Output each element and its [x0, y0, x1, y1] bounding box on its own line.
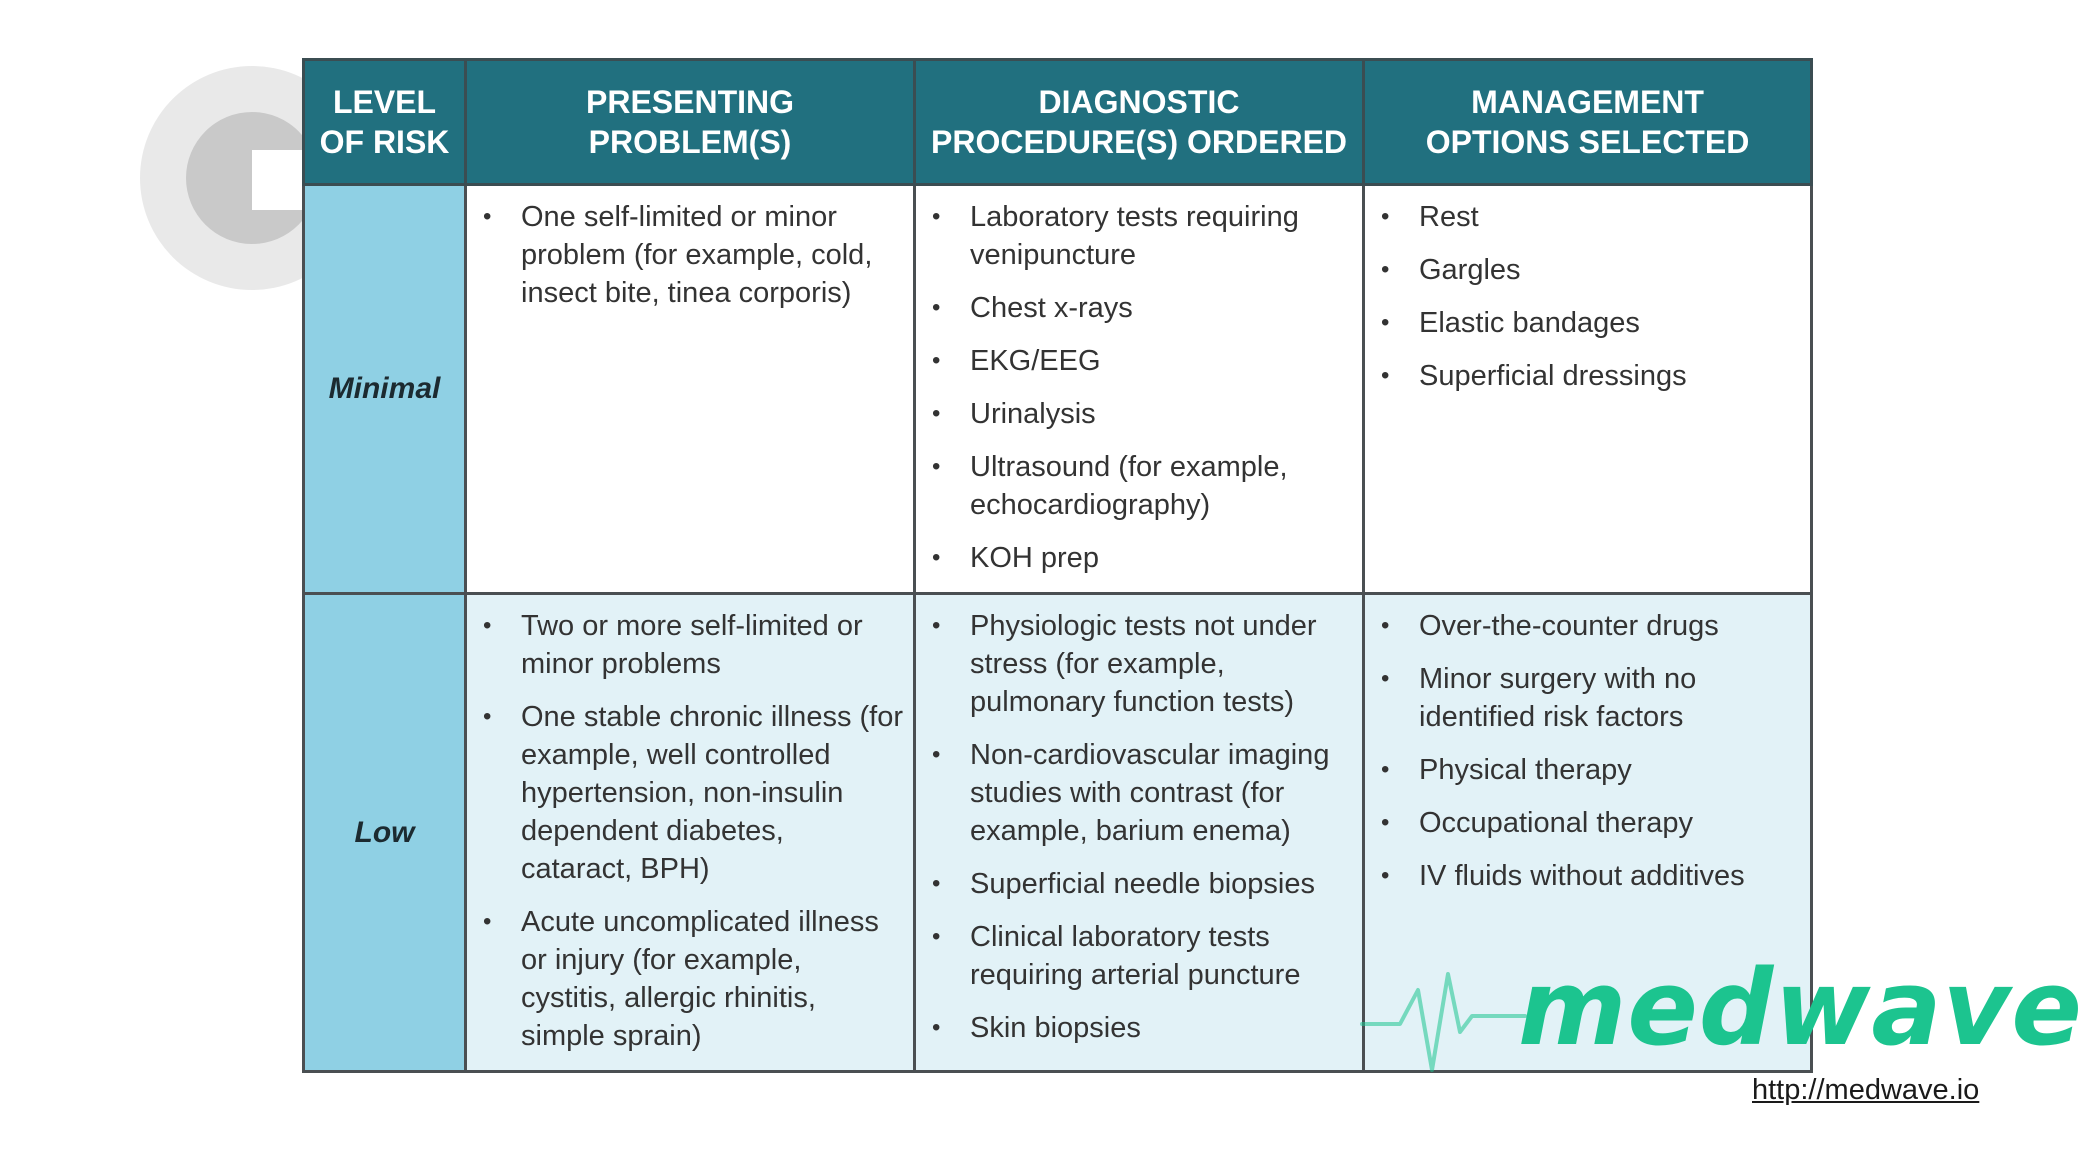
- list-item: • Superficial dressings: [1375, 357, 1800, 395]
- list-item: • Physiologic tests not under stress (for example, pulmonary function tests): [926, 607, 1352, 721]
- heartbeat-icon: [1360, 962, 1530, 1082]
- problems-cell: [466, 594, 915, 1072]
- risk-table: [302, 58, 1813, 1073]
- list-item: • Rest: [1375, 198, 1800, 236]
- medwave-logo: [1360, 947, 2083, 1082]
- header-level-of-risk: LEVEL OF RISK: [304, 60, 466, 185]
- list-item: • KOH prep: [926, 539, 1352, 577]
- medwave-link[interactable]: http://medwave.io: [1752, 1074, 1980, 1106]
- list-item: • One stable chronic illness (for example, well controlled hypertension, non-insulin dependent diabetes, cataract, BPH): [477, 698, 903, 888]
- header-management-options: MANAGEMENT OPTIONS SELECTED: [1364, 60, 1812, 185]
- risk-level-cell: Minimal: [304, 185, 466, 594]
- diagnostics-cell: [915, 185, 1364, 594]
- decorative-arc: [140, 178, 252, 290]
- list-item: • Chest x-rays: [926, 289, 1352, 327]
- diagnostics-cell: [915, 594, 1364, 1072]
- problems-cell: [466, 185, 915, 594]
- risk-level-cell: Low: [304, 594, 466, 1072]
- list-item: • Urinalysis: [926, 395, 1352, 433]
- risk-table-container: [302, 58, 1810, 1052]
- list-item: • Physical therapy: [1375, 751, 1800, 789]
- list-item: • Over-the-counter drugs: [1375, 607, 1800, 645]
- list-item: • Two or more self-limited or minor problems: [477, 607, 903, 683]
- list-item: • Laboratory tests requiring venipuncture: [926, 198, 1352, 274]
- table-row-minimal: [304, 185, 1812, 594]
- list-item: • Minor surgery with no identified risk factors: [1375, 660, 1800, 736]
- list-item: • Ultrasound (for example, echocardiography): [926, 448, 1352, 524]
- list-item: • IV fluids without additives: [1375, 857, 1800, 895]
- list-item: • Acute uncomplicated illness or injury (for example, cystitis, allergic rhinitis, simple sprain): [477, 903, 903, 1055]
- list-item: • Gargles: [1375, 251, 1800, 289]
- header-diagnostic-procedures: DIAGNOSTIC PROCEDURE(S) ORDERED: [915, 60, 1364, 185]
- management-cell: [1364, 185, 1812, 594]
- logo-wordmark: medwave: [1518, 947, 2083, 1069]
- list-item: • Non-cardiovascular imaging studies with contrast (for example, barium enema): [926, 736, 1352, 850]
- list-item: • Superficial needle biopsies: [926, 865, 1352, 903]
- list-item: • Skin biopsies: [926, 1009, 1352, 1047]
- list-item: • Elastic bandages: [1375, 304, 1800, 342]
- table-header-row: [304, 60, 1812, 185]
- list-item: • EKG/EEG: [926, 342, 1352, 380]
- list-item: • One self-limited or minor problem (for example, cold, insect bite, tinea corporis): [477, 198, 903, 312]
- header-presenting-problems: PRESENTING PROBLEM(S): [466, 60, 915, 185]
- list-item: • Clinical laboratory tests requiring arterial puncture: [926, 918, 1352, 994]
- list-item: • Occupational therapy: [1375, 804, 1800, 842]
